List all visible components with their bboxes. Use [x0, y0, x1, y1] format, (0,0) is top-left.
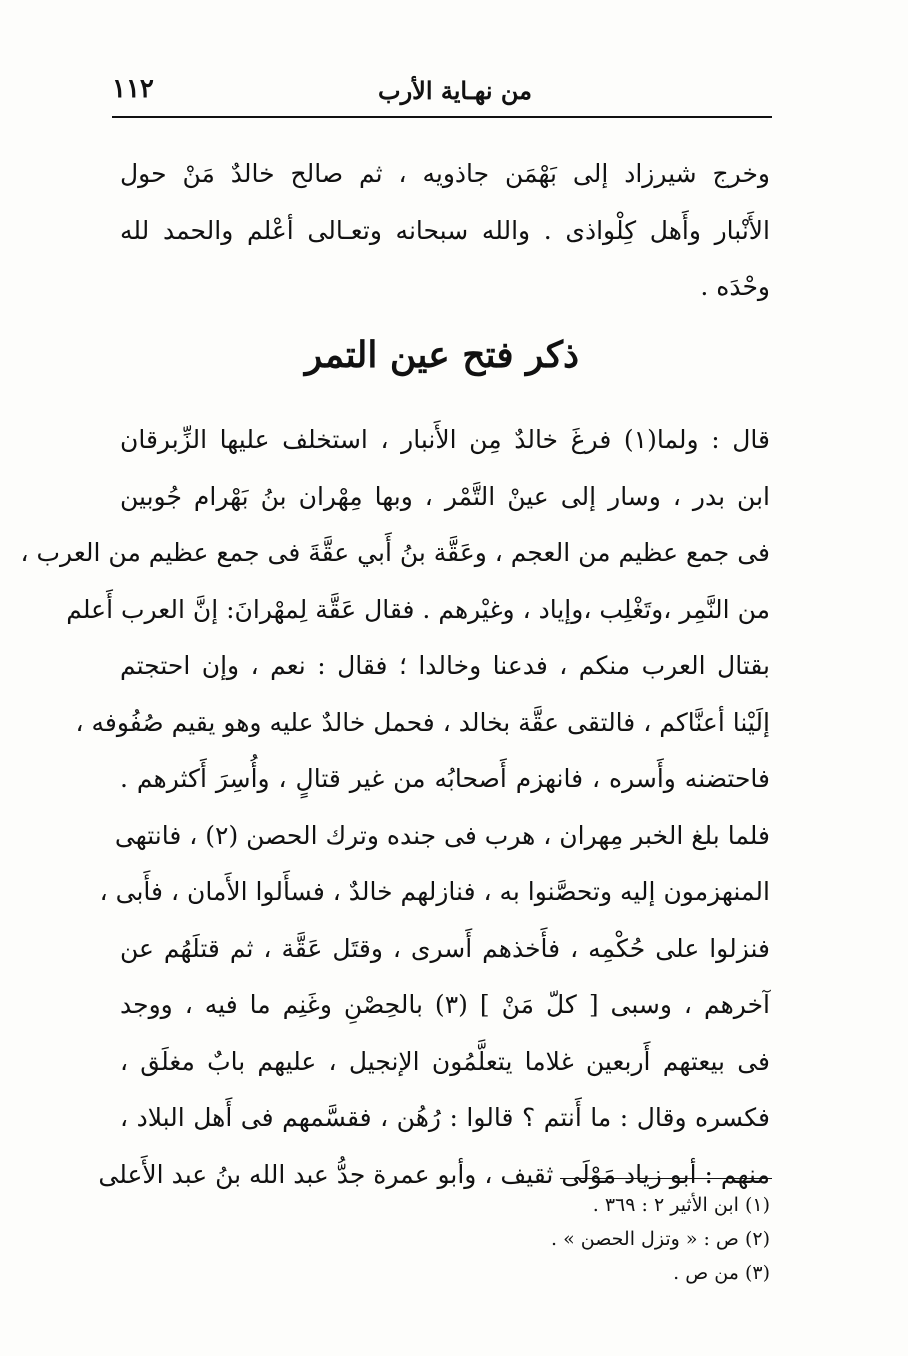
text-line: قال : ولما(١) فرغَ خالدٌ مِن الأَنبار ، استخلف عليها الزِّبرقان [120, 425, 770, 454]
text-line: إلَيْنا أعنَّاكم ، فالتقى عقَّة بخالد ، فحمل خالدٌ عليه وهو يقيم صُفُوفه ، [75, 707, 770, 737]
page-header [112, 72, 772, 116]
text-line: من النَّمِر ،وتَغْلِب ،وإياد ، وغيْرهم . فقال عَقَّة لِمهْرانَ: إنَّ العرب أَعلم [66, 594, 770, 624]
text-line: فكسره وقال : ما أَنتم ؟ قالوا : رُهُن ، فقسَّمهم فى أَهل البلاد ، [120, 1103, 770, 1132]
section-title: ذكر فتح عين التمر [304, 334, 580, 376]
text-line: آخرهم ، وسبى [ كلّ مَنْ ] (٣) بالحِصْنِ وغَنِم ما فيه ، ووجد [120, 990, 770, 1019]
text-line: منهم : أبو زياد مَوْلَى ثقيف ، وأبو عمرة جدُّ عبد الله بنُ عبد الأَعلى [98, 1159, 770, 1189]
text-line: فلما بلغ الخبر مِهران ، هرب فى جنده وترك الحصن (٢) ، فانتهى [114, 820, 770, 850]
text-line: فنزلوا على حُكْمِه ، فأَخذهم أَسرى ، وقتَل عَقَّة ، ثم قتلَهُم عن [120, 933, 770, 963]
text-line: فاحتضنه وأَسره ، فانهزم أَصحابُه من غير قتالٍ ، وأُسِرَ أَكثرهم . [120, 764, 770, 793]
text-line: الأَنْبار وأَهل كِلْواذى . والله سبحانه وتعـالى أعْلم والحمد لله [120, 215, 770, 245]
text-line: ابن بدر ، وسار إلى عينْ التَّمْر ، وبها مِهْران بنُ بَهْرام جُوبين [120, 481, 770, 511]
footnote: (٣) من ص . [673, 1262, 770, 1284]
text-line: وحْدَه . [700, 272, 770, 301]
page-number: ١١٢ [112, 74, 154, 104]
text-line: وخرج شيرزاد إلى بَهْمَن جاذويه ، ثم صالح خالدٌ مَنْ حول [120, 159, 770, 188]
footnote-rule [560, 1178, 772, 1179]
text-line: بقتال العرب منكم ، فدعنا وخالدا ؛ فقال : نعم ، وإن احتجتم [120, 651, 770, 680]
footnotes [400, 1188, 770, 1290]
section-paragraph [20, 412, 770, 1203]
running-title: من نهـاية الأرب [377, 76, 532, 105]
header-rule [112, 116, 772, 118]
text-line: فى بيعتهم أَربعين غلاما يتعلَّمُون الإنجيل ، عليهم بابٌ مغلَق ، [120, 1046, 770, 1076]
text-line: فى جمع عظيم من العجم ، وعَقَّة بنُ أَبي عقَّةَ فى جمع عظيم من العرب ، [20, 538, 770, 567]
intro-paragraph [120, 146, 770, 316]
text-line: المنهزمون إليه وتحصَّنوا به ، فنازلهم خالدٌ ، فسأَلوا الأَمان ، فأَبى ، [99, 877, 770, 906]
footnote: (٢) ص : « وتزل الحصن » . [550, 1228, 770, 1250]
footnote: (١) ابن الأثير ٢ : ٣٦٩ . [592, 1194, 770, 1216]
